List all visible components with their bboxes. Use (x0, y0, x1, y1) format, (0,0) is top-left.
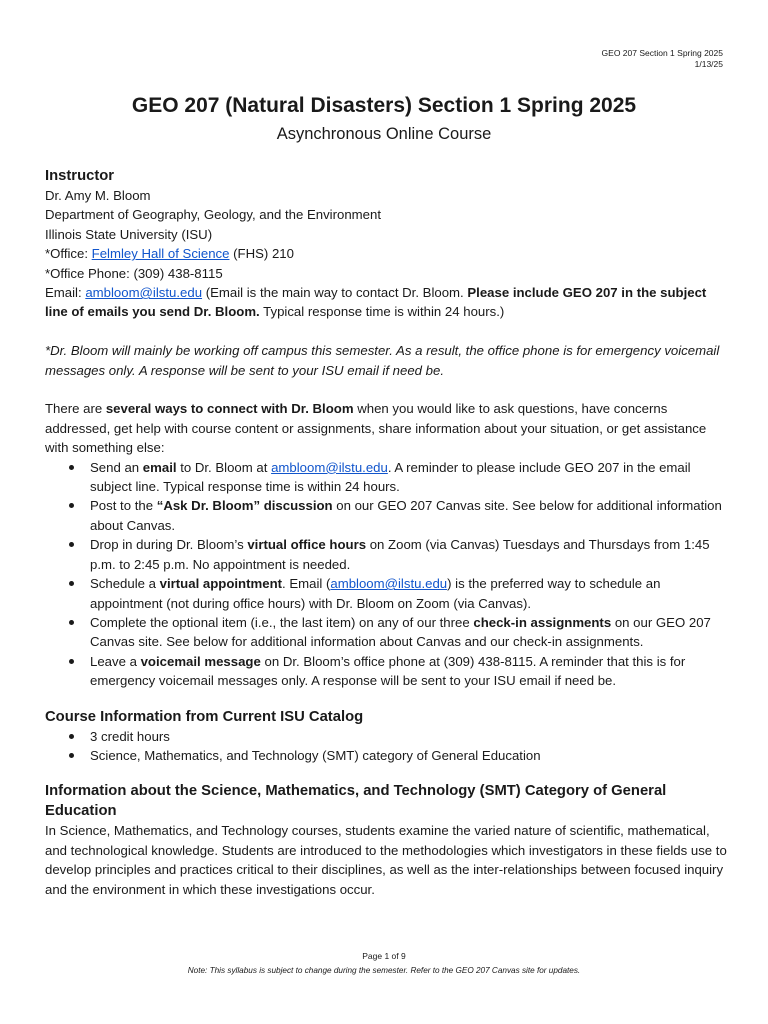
instructor-university: Illinois State University (ISU) (45, 226, 213, 242)
smt-heading: Information about the Science, Mathematics, and Technology (SMT) Category of General Education (45, 783, 667, 820)
smt-body: In Science, Mathematics, and Technology courses, students examine the varied nature of scientific, mathematical, and technological knowledge. Students are introduced to the methodologies which investigators in these fields use to develop principles and practices critical to their disciplines, as well as the inter-relationships between focused inquiry and the environment in which these investigations occur. (45, 823, 727, 897)
connect-intro: There are several ways to connect with Dr. Bloom when you would like to ask questions, have concerns addressed, get help with course content or assignments, share information about your situation, or get assistance with something else: (45, 401, 707, 456)
instructor-name: Dr. Amy M. Bloom (45, 188, 151, 203)
list-item: Complete the optional item (i.e., the last item) on any of our three check-in assignments on our GEO 207 Canvas site. See below for additional information about Canvas and our check-in assignments. (45, 613, 727, 652)
smt-section (45, 781, 727, 899)
catalog-list (45, 727, 727, 766)
email-prefix: Email: (45, 285, 86, 301)
off-campus-note: *Dr. Bloom will mainly be working off campus this semester. As a result, the office phone is for emergency voicemail messages only. A response will be sent to your ISU email if need be. (45, 343, 720, 378)
catalog-section (45, 707, 727, 766)
connect-list (45, 458, 727, 691)
list-item: 3 credit hours (45, 727, 727, 746)
instructor-section (45, 166, 727, 380)
instructor-email-link[interactable]: ambloom@ilstu.edu (85, 285, 203, 301)
page-subtitle: Asynchronous Online Course (276, 125, 492, 143)
list-item: Post to the “Ask Dr. Bloom” discussion on our GEO 207 Canvas site. See below for additional information about Canvas. (45, 496, 727, 535)
list-item: Science, Mathematics, and Technology (SMT) category of General Education (45, 746, 727, 765)
list-item: Send an email to Dr. Bloom at ambloom@ilstu.edu. A reminder to please include GEO 207 in the email subject line. Typical response time is within 24 hours. (45, 458, 727, 497)
email-link[interactable]: ambloom@ilstu.edu (271, 459, 388, 475)
list-item: Leave a voicemail message on Dr. Bloom’s office phone at (309) 438-8115. A reminder that this is for emergency voicemail messages only. A response will be sent to your ISU email if need be. (45, 652, 727, 691)
footer-note: Note: This syllabus is subject to change during the semester. Refer to the GEO 207 Canvas site for updates. (187, 966, 581, 975)
list-item: Schedule a virtual appointment. Email (ambloom@ilstu.edu) is the preferred way to schedule an appointment (not during office hours) with Dr. Bloom on Zoom (via Canvas). (45, 574, 727, 613)
email-link[interactable]: ambloom@ilstu.edu (330, 576, 448, 592)
list-item: Drop in during Dr. Bloom’s virtual office hours on Zoom (via Canvas) Tuesdays and Thursdays from 1:45 p.m. to 2:45 p.m. No appointment is needed. (45, 535, 727, 574)
page-title: GEO 207 (Natural Disasters) Section 1 Spring 2025 (131, 94, 637, 117)
header-course-line: GEO 207 Section 1 Spring 2025 (601, 48, 723, 58)
instructor-department: Department of Geography, Geology, and the Environment (45, 207, 381, 223)
instructor-heading: Instructor (45, 168, 115, 184)
page-header (602, 48, 723, 70)
instructor-phone: *Office Phone: (309) 438-8115 (45, 265, 223, 281)
email-mid: (Email is the main way to contact Dr. Bloom. (202, 285, 468, 301)
connect-section (45, 399, 727, 690)
email-subject-requirement: Please include GEO 207 in the subject line of emails you send Dr. Bloom. (45, 285, 707, 320)
header-date: 1/13/25 (694, 59, 723, 69)
syllabus-content (45, 166, 727, 899)
office-prefix: *Office: (45, 246, 92, 262)
instructor-office (45, 244, 727, 263)
office-building-link[interactable]: Felmley Hall of Science (91, 246, 230, 262)
page-number: Page 1 of 9 (362, 951, 406, 961)
email-response-time: Typical response time is within 24 hours.) (259, 304, 505, 320)
instructor-email (45, 283, 727, 322)
office-suffix: (FHS) 210 (229, 246, 294, 262)
catalog-heading: Course Information from Current ISU Catalog (45, 708, 364, 725)
